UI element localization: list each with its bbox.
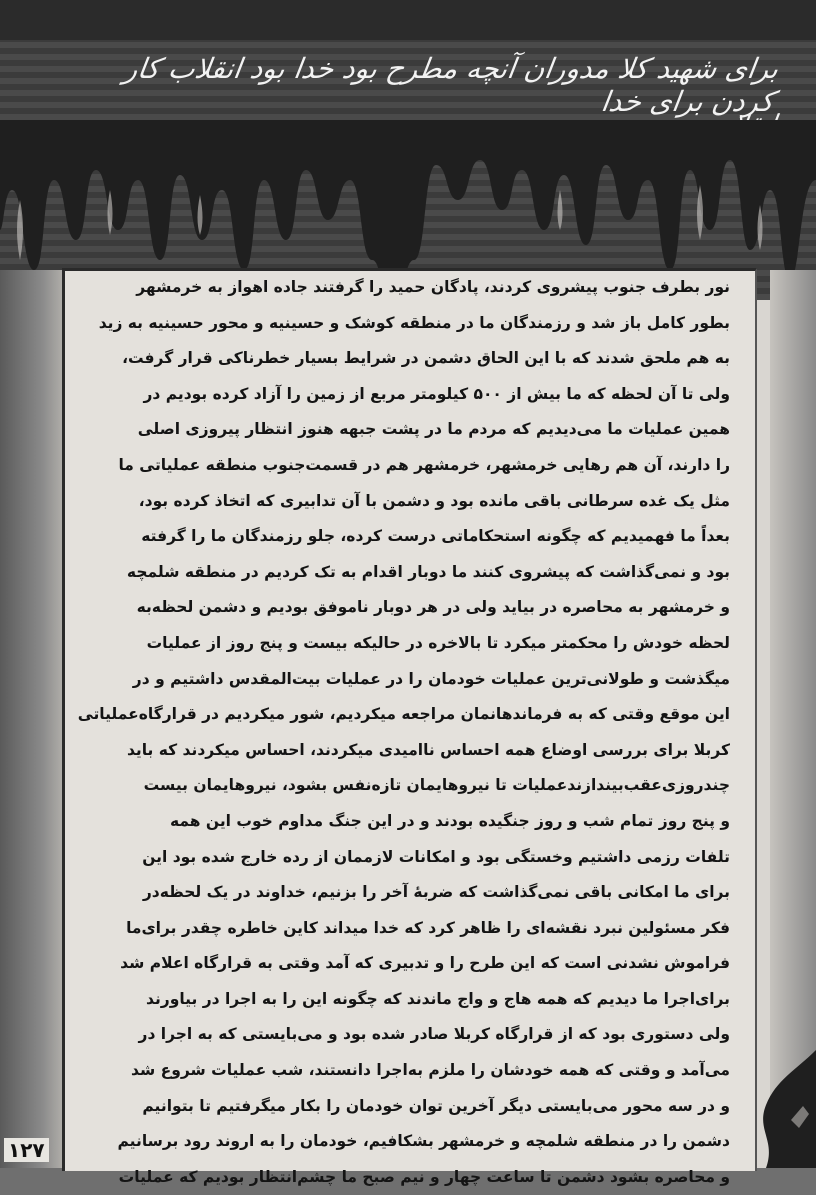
article-line: و پنج روز تمام شب و روز جنگیده بودند و در این جنگ مداوم خوب این همه [169, 811, 730, 830]
corner-paint-splat [746, 1050, 816, 1168]
article-line: را دارند، آن هم رهایی خرمشهر، خرمشهر هم در قسمت‌جنوب منطقه عملیاتی ما [118, 455, 730, 474]
article-line: میگذشت و طولانی‌ترین عملیات خودمان را در عملیات بیت‌المقدس داشتیم و در [132, 669, 730, 688]
header-band-top [0, 0, 816, 40]
article-line: و محاصره بشود دشمن تا ساعت چهار و نیم صبح ما چشم‌انتظار بودیم که عملیات [118, 1167, 730, 1186]
article-line: ولی تا آن لحظه که ما بیش از ۵۰۰ کیلومتر مربع از زمین را آزاد کرده بودیم در [143, 384, 730, 403]
article-line: تلفات رزمی داشتیم وخستگی بود و امکانات لازممان از رده خارج شده بود این [142, 847, 730, 866]
article-line: همین عملیات ما می‌دیدیم که مردم ما در پشت جبهه هنوز انتظار پیروزی اصلی [137, 420, 730, 439]
article-line: بود و نمی‌گذاشت که پیشروی کنند ما دوبار اقدام به تک کردیم در منطقه شلمچه [126, 562, 730, 581]
article-line: فکر مسئولین نبرد نقشه‌ای را ظاهر کرد که خدا میداند کاین خاطره چقدر برای‌ما [126, 918, 730, 937]
article-line: بطور کامل باز شد و رزمندگان ما در منطقه کوشک و حسینیه و محور حسینیه به زید [98, 313, 730, 332]
article-line: مثل یک غده سرطانی باقی مانده بود و دشمن با آن تدابیری که اتخاذ کرده بود، [138, 491, 730, 510]
article-line: می‌آمد و وقتی که همه خودشان را ملزم به‌اجرا دانستند، شب عملیات شروع شد [131, 1061, 730, 1080]
article-line: کربلا برای بررسی اوضاع همه احساس ناامیدی میکردند، احساس میکردند که باید [126, 740, 730, 759]
article-line: فراموش نشدنی است که این طرح را و تدبیری که آمد وقتی به قرارگاه اعلام شد [120, 954, 730, 973]
left-paint-strip [0, 270, 70, 1168]
article-line: ولی دستوری بود که از قرارگاه کربلا صادر شده بود و می‌بایستی که به اجرا در [138, 1025, 730, 1044]
page-number: ۱۲۷ [4, 1138, 49, 1162]
article-body [70, 270, 730, 1195]
right-paint-strip [770, 270, 816, 1168]
article-line: و در سه محور می‌بایستی دیگر آخرین توان خودمان را بکار میگرفتیم تا بتوانیم [142, 1096, 730, 1115]
article-line: بعداً ما فهمیدیم که چگونه استحکاماتی درست کرده، جلو رزمندگان ما را گرفته [141, 527, 730, 546]
article-line: چندروزی‌عقب‌بیندازند‌عملیات تا نیروهایمان تازه‌نفس بشود، نیروهایمان بیست [143, 776, 730, 795]
article-line: نور بطرف جنوب پیشروی کردند، پادگان حمید را گرفتند جاده اهواز به خرمشهر [136, 278, 730, 296]
article-line: به هم ملحق شدند که با این الحاق دشمن در شرایط بسیار خطرناکی قرار گرفت، [122, 349, 730, 368]
article-line: برای‌اجرا ما دیدیم که همه هاج و واج ماندند که چگونه این را به اجرا در بیاورند [146, 989, 730, 1008]
article-line: این موقع وقتی که به فرماندهانمان مراجعه میکردیم، شور میکردیم در قرارگاه‌عملیاتی [77, 705, 730, 724]
article-line: برای ما امکانی باقی نمی‌گذاشت که ضربهٔ آخر را بزنیم، خداوند در یک لحظه‌در [142, 883, 730, 902]
article-line: لحظه خودش را محکمتر میکرد تا بالاخره در حالیکه بیست و پنج روز از عملیات [146, 633, 730, 652]
article-line: دشمن را در منطقه شلمچه و خرمشهر بشکافیم، خودمان را به اروند رود برسانیم [117, 1132, 730, 1151]
article-line: و خرمشهر به محاصره در بیاید ولی در هر دوبار ناموفق بودیم و دشمن لحظه‌به [136, 598, 730, 617]
header-title: برای شهید کلا مدوران آنچه مطرح بود خدا بود انقلاب کار کردن برای خدا [121, 52, 781, 118]
